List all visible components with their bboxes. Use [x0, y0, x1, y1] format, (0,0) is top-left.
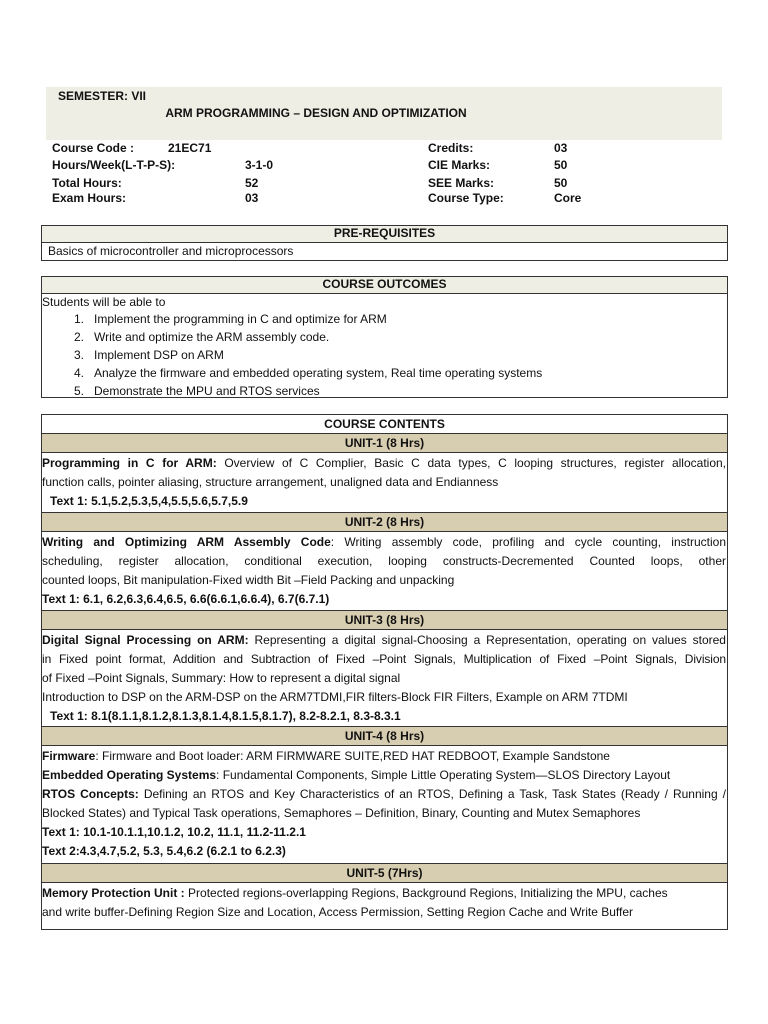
credits-value: 03	[554, 141, 568, 155]
hours-label: Hours/Week(L-T-P-S):	[52, 158, 176, 172]
outcome-item: 4. Analyze the firmware and embedded operating system, Real time operating systems	[73, 366, 543, 380]
hours-value: 3-1-0	[245, 158, 274, 172]
outcome-item: 5. Demonstrate the MPU and RTOS services	[73, 384, 320, 398]
unit-1-line: function calls, pointer aliasing, structure arrangement, unaligned data and Endianness	[42, 475, 499, 489]
outcome-item: 3. Implement DSP on ARM	[73, 348, 224, 362]
semester-label: SEMESTER: VII	[58, 89, 147, 103]
unit-4-line: Blocked States) and Typical Task operations, Semaphores – Definition, Binary, Counting and Mutex Semaphores	[42, 806, 641, 820]
unit-3-body	[42, 630, 727, 726]
see-label: SEE Marks:	[428, 176, 495, 190]
unit-1-topic: Programming in C for ARM:	[42, 456, 217, 470]
prerequisites-table	[41, 225, 728, 261]
unit-3-line: of Fixed –Point Signals, Summary: How to represent a digital signal	[42, 671, 401, 685]
contents-heading: COURSE CONTENTS	[42, 415, 727, 434]
unit-4-title: UNIT-4 (8 Hrs)	[42, 726, 727, 746]
unit-5-title: UNIT-5 (7Hrs)	[42, 863, 727, 883]
total-hours-label: Total Hours:	[52, 176, 122, 190]
unit-3-line: in Fixed point format, Addition and Subtraction of Fixed –Point Signals, Multiplication of Fixed –Point Signals, Division	[42, 652, 726, 666]
credits-label: Credits:	[428, 141, 474, 155]
unit-1-text-ref: Text 1: 5.1,5.2,5.3,5,4,5.5,5.6,5.7,5.9	[50, 494, 248, 508]
unit-3-title: UNIT-3 (8 Hrs)	[42, 610, 727, 630]
unit-3-line: Introduction to DSP on the ARM-DSP on the ARM7TDMI,FIR filters-Block FIR Filters, Example on ARM 7TDMI	[42, 690, 628, 704]
unit-2-topic: Writing and Optimizing ARM Assembly Code	[42, 535, 331, 549]
unit-2-text-ref: Text 1: 6.1, 6.2,6.3,6.4,6.5, 6.6(6.6.1,6.6.4), 6.7(6.7.1)	[42, 592, 330, 606]
outcomes-heading: COURSE OUTCOMES	[42, 277, 727, 294]
unit-1-line: Programming in C for ARM: Overview of C Complier, Basic C data types, C looping structures, register allocation,	[42, 456, 726, 470]
unit-4-text-ref: Text 1: 10.1-10.1.1,10.1.2, 10.2, 11.1, 11.2-11.2.1	[42, 825, 306, 839]
unit-4-text-ref: Text 2:4.3,4.7,5.2, 5.3, 5.4,6.2 (6.2.1 to 6.2.3)	[42, 844, 286, 858]
unit-2-body	[42, 532, 727, 609]
unit-2-title: UNIT-2 (8 Hrs)	[42, 512, 727, 532]
unit-4-eos: Embedded Operating Systems	[42, 768, 217, 782]
see-value: 50	[554, 176, 568, 190]
unit-5-topic: Memory Protection Unit :	[42, 886, 185, 900]
course-code-label: Course Code :	[52, 141, 135, 155]
course-type-value: Core	[554, 191, 582, 205]
course-type-label: Course Type:	[428, 191, 504, 205]
unit-4-body	[42, 746, 727, 861]
cie-value: 50	[554, 158, 568, 172]
unit-4-line: Firmware: Firmware and Boot loader: ARM FIRMWARE SUITE,RED HAT REDBOOT, Example Sandstone	[42, 749, 610, 763]
prerequisites-heading: PRE-REQUISITES	[42, 226, 727, 243]
exam-hours-label: Exam Hours:	[52, 191, 127, 205]
outcomes-intro: Students will be able to	[42, 295, 166, 309]
unit-2-line: scheduling, register allocation, conditional execution, looping constructs-Decremented Counted loops, other	[42, 554, 726, 568]
unit-2-line: counted loops, Bit manipulation-Fixed width Bit –Field Packing and unpacking	[42, 573, 455, 587]
unit-4-line: Embedded Operating Systems: Fundamental Components, Simple Little Operating System—SLOS Directory Layout	[42, 768, 671, 782]
unit-3-topic: Digital Signal Processing on ARM:	[42, 633, 249, 647]
exam-hours-value: 03	[245, 191, 259, 205]
cie-label: CIE Marks:	[428, 158, 491, 172]
unit-4-rtos: RTOS Concepts:	[42, 787, 139, 801]
unit-2-line: Writing and Optimizing ARM Assembly Code: Writing assembly code, profiling and cycle counting, instruction	[42, 535, 726, 549]
course-contents-table	[41, 414, 728, 930]
unit-1-body	[42, 453, 727, 511]
outcome-item: 2. Write and optimize the ARM assembly code.	[73, 330, 330, 344]
unit-3-line: Digital Signal Processing on ARM: Representing a digital signal-Choosing a Representation, operating on values stored	[42, 633, 726, 647]
unit-5-line: and write buffer-Defining Region Size and Location, Access Permission, Setting Region Cache and Write Buffer	[42, 905, 633, 919]
outcome-item: 1. Implement the programming in C and optimize for ARM	[73, 312, 387, 326]
unit-1-title: UNIT-1 (8 Hrs)	[42, 434, 727, 453]
unit-3-text-ref: Text 1: 8.1(8.1.1,8.1.2,8.1.3,8.1.4,8.1.5,8.1.7), 8.2-8.2.1, 8.3-8.3.1	[50, 709, 401, 723]
total-hours-value: 52	[245, 176, 259, 190]
unit-4-line: RTOS Concepts: Defining an RTOS and Key Characteristics of an RTOS, Defining a Task, Task States (Ready / Running /	[42, 787, 726, 801]
unit-5-body	[42, 883, 727, 922]
course-code-value: 21EC71	[168, 141, 212, 155]
course-title: ARM PROGRAMMING – DESIGN AND OPTIMIZATION	[165, 106, 467, 120]
unit-5-line: Memory Protection Unit : Protected regions-overlapping Regions, Background Regions, Initializing the MPU, caches	[42, 886, 668, 900]
outcomes-table	[41, 276, 728, 398]
unit-4-firmware: Firmware	[42, 749, 96, 763]
prerequisites-text: Basics of microcontroller and microprocessors	[48, 244, 294, 258]
